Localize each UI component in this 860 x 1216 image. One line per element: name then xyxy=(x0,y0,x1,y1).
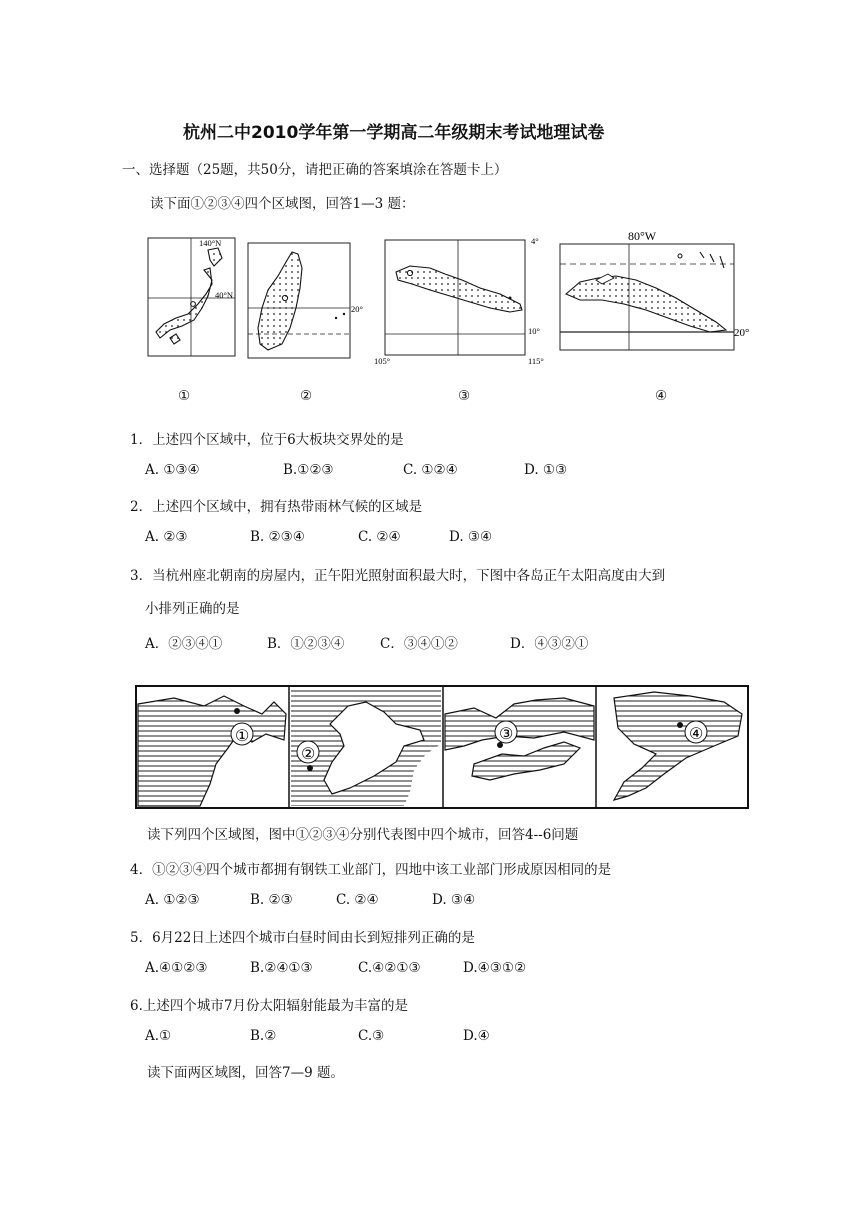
q6-option-b[interactable]: B.② xyxy=(250,1028,277,1044)
q4-stem: 4．①②③④四个城市都拥有钢铁工业部门，四地中该工业部门形成原因相同的是 xyxy=(130,862,612,878)
map-1-japan xyxy=(148,238,235,356)
q3-stem: 3．当杭州座北朝南的房屋内，正午阳光照射面积最大时，下图中各岛正午太阳高度由大到 xyxy=(130,568,666,584)
q5-option-a[interactable]: A.④①②③ xyxy=(145,960,208,976)
q6-option-d[interactable]: D.④ xyxy=(463,1028,490,1044)
q4-option-b[interactable]: B. ②③ xyxy=(250,892,293,908)
q3-option-c[interactable]: C．③④①② xyxy=(380,636,458,652)
map4-lat-label: 20° xyxy=(734,327,750,339)
top-maps-figure xyxy=(140,228,760,378)
q1-option-b[interactable]: B.①②③ xyxy=(283,462,334,478)
intro-q4-6: 读下列四个区域图，图中①②③④分别代表图中四个城市，回答4--6问题 xyxy=(147,827,579,843)
q1-option-a[interactable]: A. ①③④ xyxy=(145,462,200,478)
q4-option-a[interactable]: A. ①②③ xyxy=(145,892,200,908)
strip-panel-4 xyxy=(614,692,742,800)
map3-caption: ③ xyxy=(458,388,471,404)
q5-option-c[interactable]: C.④②①③ xyxy=(358,960,421,976)
q5-option-d[interactable]: D.④③①② xyxy=(463,960,527,976)
strip-panel-1 xyxy=(138,696,286,806)
strip-marker-2: ② xyxy=(301,746,316,763)
q1-option-d[interactable]: D. ①③ xyxy=(524,462,568,478)
map2-caption: ② xyxy=(300,388,313,404)
q3-option-d[interactable]: D．④③②① xyxy=(510,636,589,652)
map-2-madagascar xyxy=(248,243,363,358)
map4-lon-label: 80°W xyxy=(628,229,657,243)
strip-panel-2 xyxy=(291,688,441,806)
q6-stem: 6.上述四个城市7月份太阳辐射能最为丰富的是 xyxy=(130,998,408,1014)
map1-caption: ① xyxy=(178,388,191,404)
q2-option-a[interactable]: A. ②③ xyxy=(145,529,188,545)
intro-q7-9: 读下面两区域图，回答7—9 题。 xyxy=(147,1065,344,1081)
map3-lon-left: 105° xyxy=(374,356,391,366)
intro-q1-3: 读下面①②③④四个区域图，回答1—3 题： xyxy=(150,196,415,212)
q1-option-c[interactable]: C. ①②④ xyxy=(403,462,458,478)
strip-marker-3: ③ xyxy=(499,726,514,743)
strip-marker-4: ④ xyxy=(689,726,704,743)
strip-marker-1: ① xyxy=(235,728,250,745)
q2-option-b[interactable]: B. ②③④ xyxy=(250,529,305,545)
map3-lat-top: 4° xyxy=(531,236,539,246)
q3-stem-line2: 小排列正确的是 xyxy=(145,601,240,617)
q6-option-a[interactable]: A.① xyxy=(145,1028,172,1044)
map3-lat-bottom: 10° xyxy=(528,326,540,336)
q2-option-d[interactable]: D. ③④ xyxy=(449,529,493,545)
map-3-java xyxy=(374,236,544,366)
q2-option-c[interactable]: C. ②④ xyxy=(358,529,401,545)
q2-stem: 2．上述四个区域中，拥有热带雨林气候的区域是 xyxy=(130,499,423,515)
q6-option-c[interactable]: C.③ xyxy=(358,1028,385,1044)
map1-lat-label: 40°N xyxy=(215,290,234,300)
q4-option-c[interactable]: C. ②④ xyxy=(336,892,379,908)
map2-lat-label: 20° xyxy=(351,304,363,314)
strip-panel-3 xyxy=(445,698,594,780)
q3-option-b[interactable]: B．①②③④ xyxy=(267,636,345,652)
map-4-cuba xyxy=(560,229,749,350)
q5-option-b[interactable]: B.②④①③ xyxy=(250,960,313,976)
map3-lon-right: 115° xyxy=(528,356,544,366)
map4-caption: ④ xyxy=(655,388,668,404)
q5-stem: 5．6月22日上述四个城市白昼时间由长到短排列正确的是 xyxy=(130,930,475,946)
page-title: 杭州二中2010学年第一学期高二年级期末考试地理试卷 xyxy=(183,123,605,143)
four-city-maps-figure xyxy=(134,684,752,812)
map1-lon-label: 140°N xyxy=(199,238,222,248)
section-heading: 一、选择题（25题，共50分，请把正确的答案填涂在答题卡上） xyxy=(122,162,508,178)
q4-option-d[interactable]: D. ③④ xyxy=(432,892,476,908)
q1-stem: 1．上述四个区域中，位于6大板块交界处的是 xyxy=(130,432,404,448)
q3-option-a[interactable]: A．②③④① xyxy=(145,636,223,652)
